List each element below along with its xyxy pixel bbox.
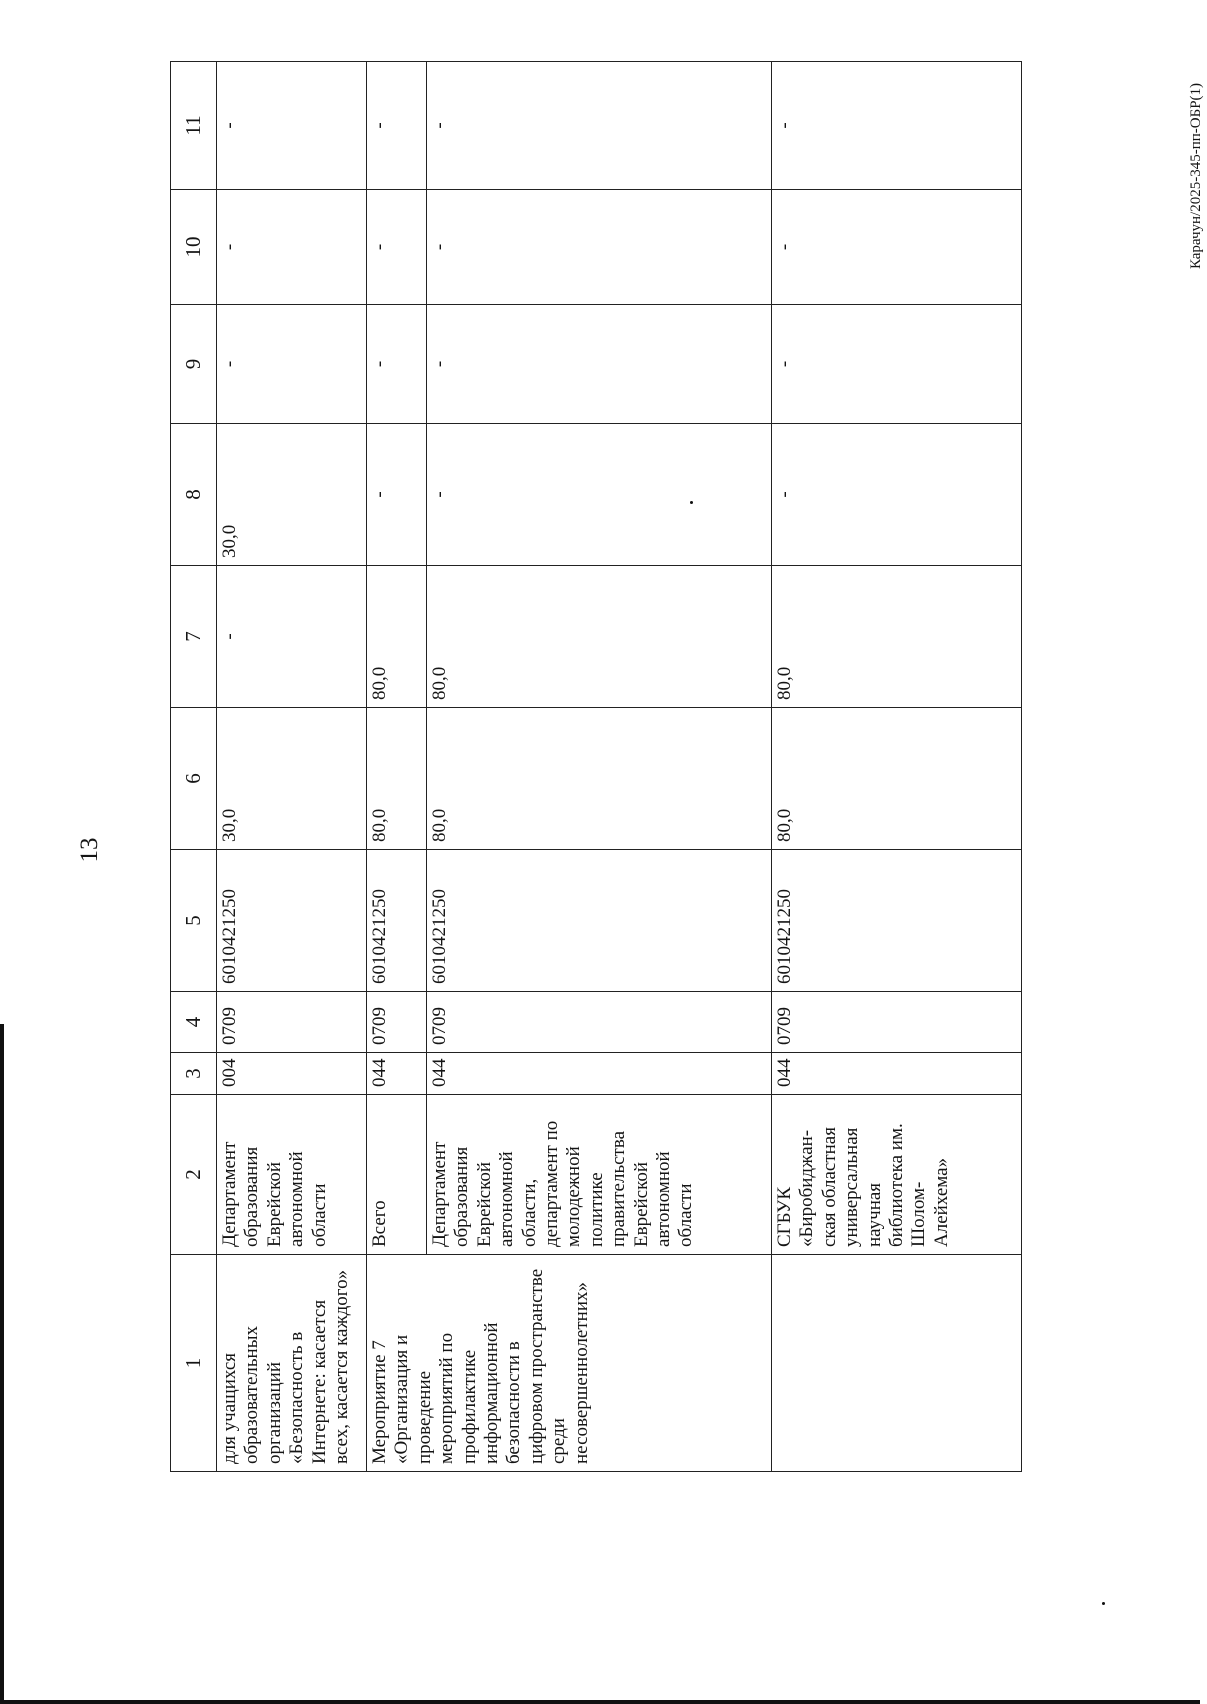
- column-header-2: 2: [171, 1095, 217, 1255]
- column-header-3: 3: [171, 1053, 217, 1095]
- budget-table: [170, 61, 1022, 1472]
- table-row: [367, 62, 427, 1472]
- value-11-cell: -: [367, 62, 427, 190]
- value-10-cell: -: [367, 190, 427, 305]
- column-header-5: 5: [171, 850, 217, 992]
- executor-cell: Департамент образования Еврейской автономной области: [217, 1095, 367, 1255]
- value-8-cell: -: [772, 424, 1022, 566]
- code-3-cell: 044: [772, 1053, 1022, 1095]
- page-number: 13: [76, 837, 103, 863]
- value-9-cell: -: [772, 305, 1022, 424]
- value-8-cell: -: [367, 424, 427, 566]
- value-11-cell: -: [217, 62, 367, 190]
- value-7-cell: 80,0: [367, 566, 427, 708]
- rotated-table-container: [170, 62, 952, 1472]
- value-11-cell: -: [427, 62, 772, 190]
- code-4-cell: 0709: [772, 992, 1022, 1053]
- code-5-cell: 6010421250: [217, 850, 367, 992]
- code-5-cell: 6010421250: [367, 850, 427, 992]
- code-3-cell: 004: [217, 1053, 367, 1095]
- event-description-cell: [772, 1255, 1022, 1472]
- code-4-cell: 0709: [217, 992, 367, 1053]
- value-10-cell: -: [217, 190, 367, 305]
- value-7-cell: 80,0: [427, 566, 772, 708]
- column-header-9: 9: [171, 305, 217, 424]
- column-header-1: 1: [171, 1255, 217, 1472]
- table-row: [217, 62, 367, 1472]
- event-description-cell: Мероприятие 7 «Организация и проведение мероприятий по профилактике информационной безопасности в цифровом пространстве среди несовершеннолетних»: [367, 1255, 772, 1472]
- value-6-cell: 80,0: [427, 708, 772, 850]
- value-8-cell: -: [427, 424, 772, 566]
- value-9-cell: -: [427, 305, 772, 424]
- column-header-8: 8: [171, 424, 217, 566]
- column-header-11: 11: [171, 62, 217, 190]
- value-6-cell: 30,0: [217, 708, 367, 850]
- table-header-row: [171, 62, 217, 1472]
- event-description-cell: для учащихся образовательных организаций «Безопасность в Интернете: касается всех, касается каждого»: [217, 1255, 367, 1472]
- code-5-cell: 6010421250: [427, 850, 772, 992]
- value-7-cell: -: [217, 566, 367, 708]
- value-9-cell: -: [217, 305, 367, 424]
- value-6-cell: 80,0: [772, 708, 1022, 850]
- code-3-cell: 044: [427, 1053, 772, 1095]
- value-10-cell: -: [772, 190, 1022, 305]
- table-row: [772, 62, 1022, 1472]
- value-6-cell: 80,0: [367, 708, 427, 850]
- column-header-10: 10: [171, 190, 217, 305]
- executor-cell: СГБУК «Биробиджан-ская областная универсальная научная библиотека им. Шолом-Алейхема»: [772, 1095, 1022, 1255]
- column-header-7: 7: [171, 566, 217, 708]
- scan-edge-left: [0, 1024, 4, 1704]
- value-7-cell: 80,0: [772, 566, 1022, 708]
- executor-cell: Департамент образования Еврейской автономной области, департамент по молодежной политике правительства Еврейской автономной области: [427, 1095, 772, 1255]
- column-header-6: 6: [171, 708, 217, 850]
- value-11-cell: -: [772, 62, 1022, 190]
- column-header-4: 4: [171, 992, 217, 1053]
- code-4-cell: 0709: [367, 992, 427, 1053]
- code-5-cell: 6010421250: [772, 850, 1022, 992]
- code-4-cell: 0709: [427, 992, 772, 1053]
- document-code-footer: Карачун/2025-345-пп-ОБР(1): [1188, 82, 1204, 270]
- scan-dot-mark: [1102, 1602, 1105, 1605]
- executor-cell: Всего: [367, 1095, 427, 1255]
- value-10-cell: -: [427, 190, 772, 305]
- scan-edge-bottom: [0, 1700, 1200, 1704]
- value-9-cell: -: [367, 305, 427, 424]
- value-8-cell: 30,0: [217, 424, 367, 566]
- code-3-cell: 044: [367, 1053, 427, 1095]
